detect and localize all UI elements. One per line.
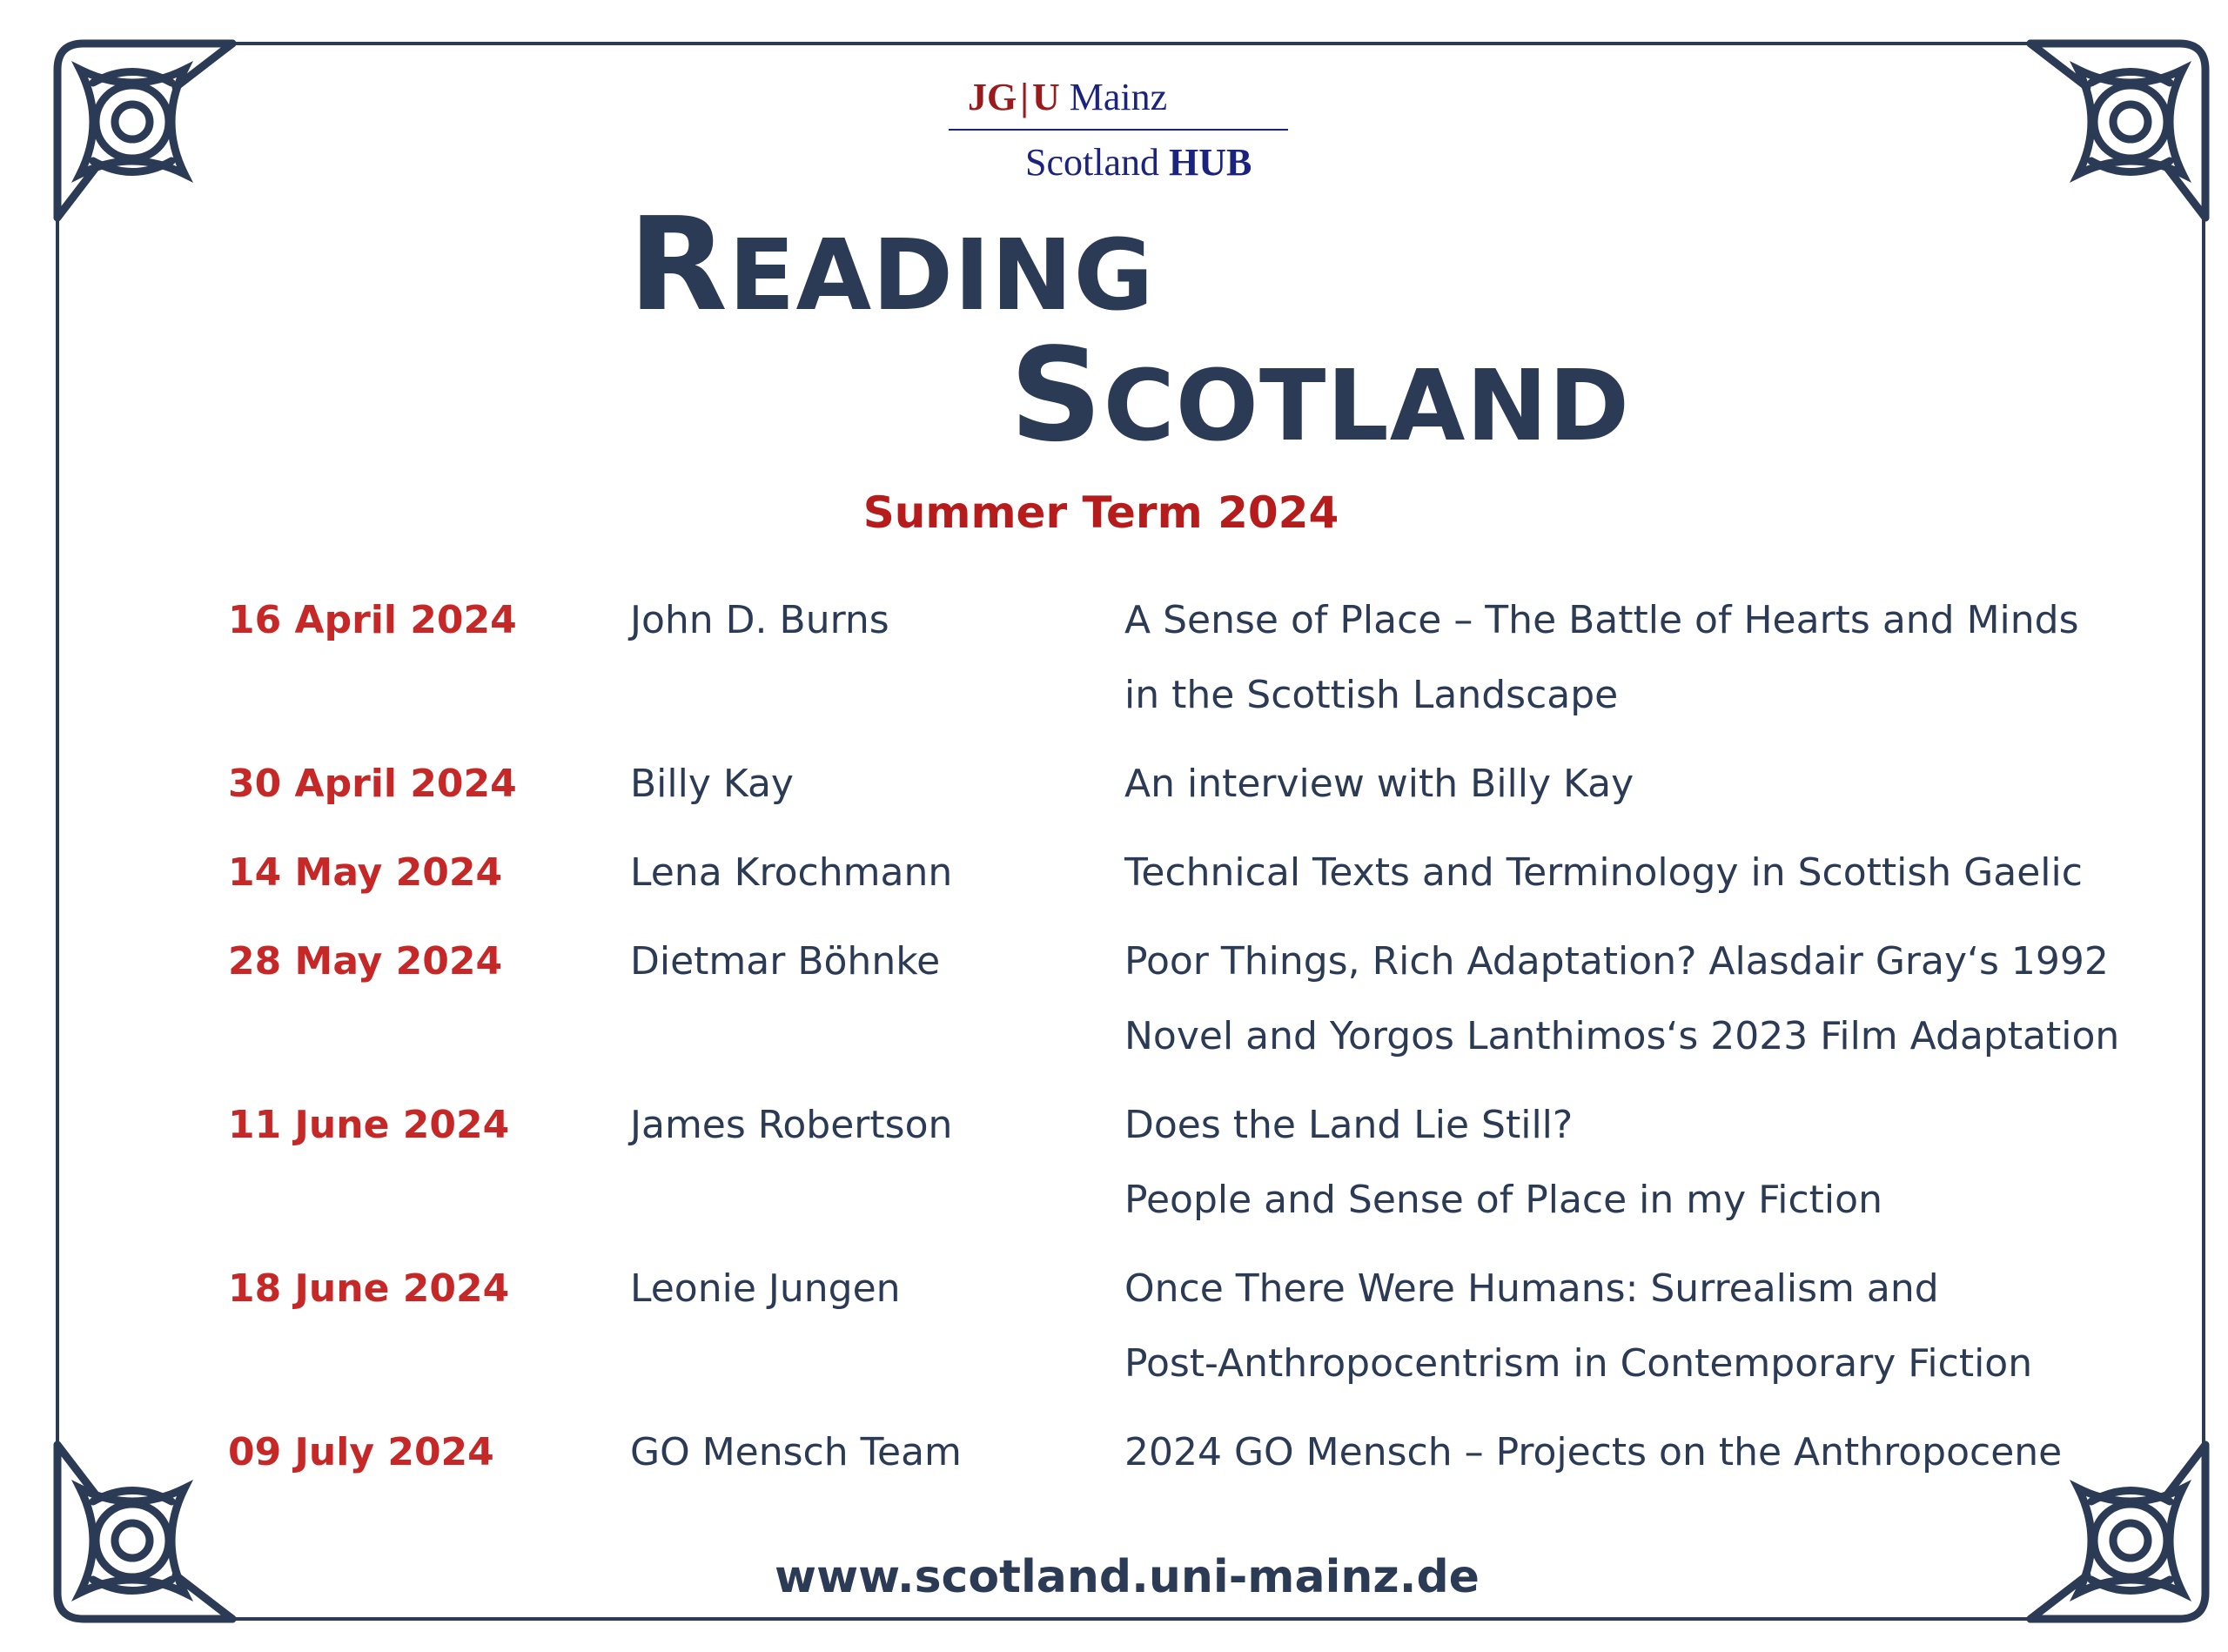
event-date: 30 April 2024: [228, 762, 517, 806]
logo-mainz: Mainz: [1069, 76, 1168, 118]
event-topic: [1124, 1088, 2099, 1238]
event-date: 16 April 2024: [228, 598, 517, 642]
title-reading-initial: R: [628, 190, 728, 339]
website-link[interactable]: www.scotland.uni-mainz.de: [775, 1551, 1480, 1603]
event-topic: [1124, 583, 2099, 733]
title-reading: [628, 190, 1154, 339]
term-heading: Summer Term 2024: [862, 487, 1339, 538]
event-topic-line: 2024 GO Mensch – Projects on the Anthropocene: [1124, 1430, 2063, 1474]
event-speaker: Dietmar Böhnke: [630, 939, 941, 984]
event-row: [228, 924, 2120, 1074]
logo-bottom-line: [949, 138, 1288, 188]
event-topic: [1124, 924, 2120, 1074]
logo-top-line: [949, 71, 1288, 124]
event-date: 28 May 2024: [228, 939, 503, 984]
event-topic-line: Once There Were Humans: Surrealism and: [1124, 1266, 1939, 1311]
event-topic: [1124, 1415, 2099, 1490]
logo-divider: [949, 129, 1288, 131]
event-date: 09 July 2024: [228, 1430, 494, 1474]
event-row: [228, 583, 2099, 733]
jgu-scotland-hub-logo: [949, 71, 1288, 188]
event-topic: [1124, 747, 2099, 822]
title-reading-rest: EADING: [728, 219, 1155, 332]
logo-separator: |: [1020, 76, 1029, 118]
event-row: [228, 1415, 2099, 1490]
event-topic: [1124, 836, 2099, 910]
event-date: 14 May 2024: [228, 850, 503, 895]
celtic-knot-icon: [2017, 35, 2218, 235]
event-speaker: GO Mensch Team: [630, 1430, 962, 1474]
event-schedule: [228, 583, 2120, 1490]
event-topic-line: An interview with Billy Kay: [1124, 762, 1634, 806]
event-row: [228, 836, 2099, 910]
event-speaker: Lena Krochmann: [630, 850, 953, 895]
event-topic: [1124, 1252, 2099, 1401]
event-topic-line: Technical Texts and Terminology in Scottish Gaelic: [1124, 850, 2083, 895]
event-topic-line: Does the Land Lie Still?: [1124, 1103, 1574, 1147]
event-row: [228, 1252, 2099, 1401]
title-scotland-initial: S: [1010, 320, 1104, 470]
celtic-knot-icon: [45, 35, 245, 235]
event-topic-line: in the Scottish Landscape: [1124, 673, 1619, 717]
title-scotland: [1010, 320, 1630, 470]
logo-jg: JG: [968, 76, 1017, 118]
event-speaker: Billy Kay: [630, 762, 794, 806]
event-row: [228, 747, 2099, 822]
event-row: [228, 1088, 2099, 1238]
event-topic-line: A Sense of Place – The Battle of Hearts and Minds: [1124, 598, 2079, 642]
title-scotland-rest: COTLAND: [1103, 350, 1631, 463]
event-speaker: John D. Burns: [630, 598, 889, 642]
logo-u: U: [1031, 76, 1060, 118]
event-topic-line: People and Sense of Place in my Fiction: [1124, 1178, 1882, 1222]
logo-hub: HUB: [1168, 141, 1252, 184]
event-topic-line: Post-Anthropocentrism in Contemporary Fiction: [1124, 1341, 2033, 1386]
event-topic-line: Poor Things, Rich Adaptation? Alasdair Gray‘s 1992: [1124, 939, 2109, 984]
event-date: 11 June 2024: [228, 1103, 510, 1147]
event-speaker: Leonie Jungen: [630, 1266, 901, 1311]
event-date: 18 June 2024: [228, 1266, 510, 1311]
event-topic-line: Novel and Yorgos Lanthimos‘s 2023 Film Adaptation: [1124, 1014, 2120, 1058]
event-speaker: James Robertson: [630, 1103, 953, 1147]
logo-scotland: Scotland: [1025, 141, 1159, 184]
